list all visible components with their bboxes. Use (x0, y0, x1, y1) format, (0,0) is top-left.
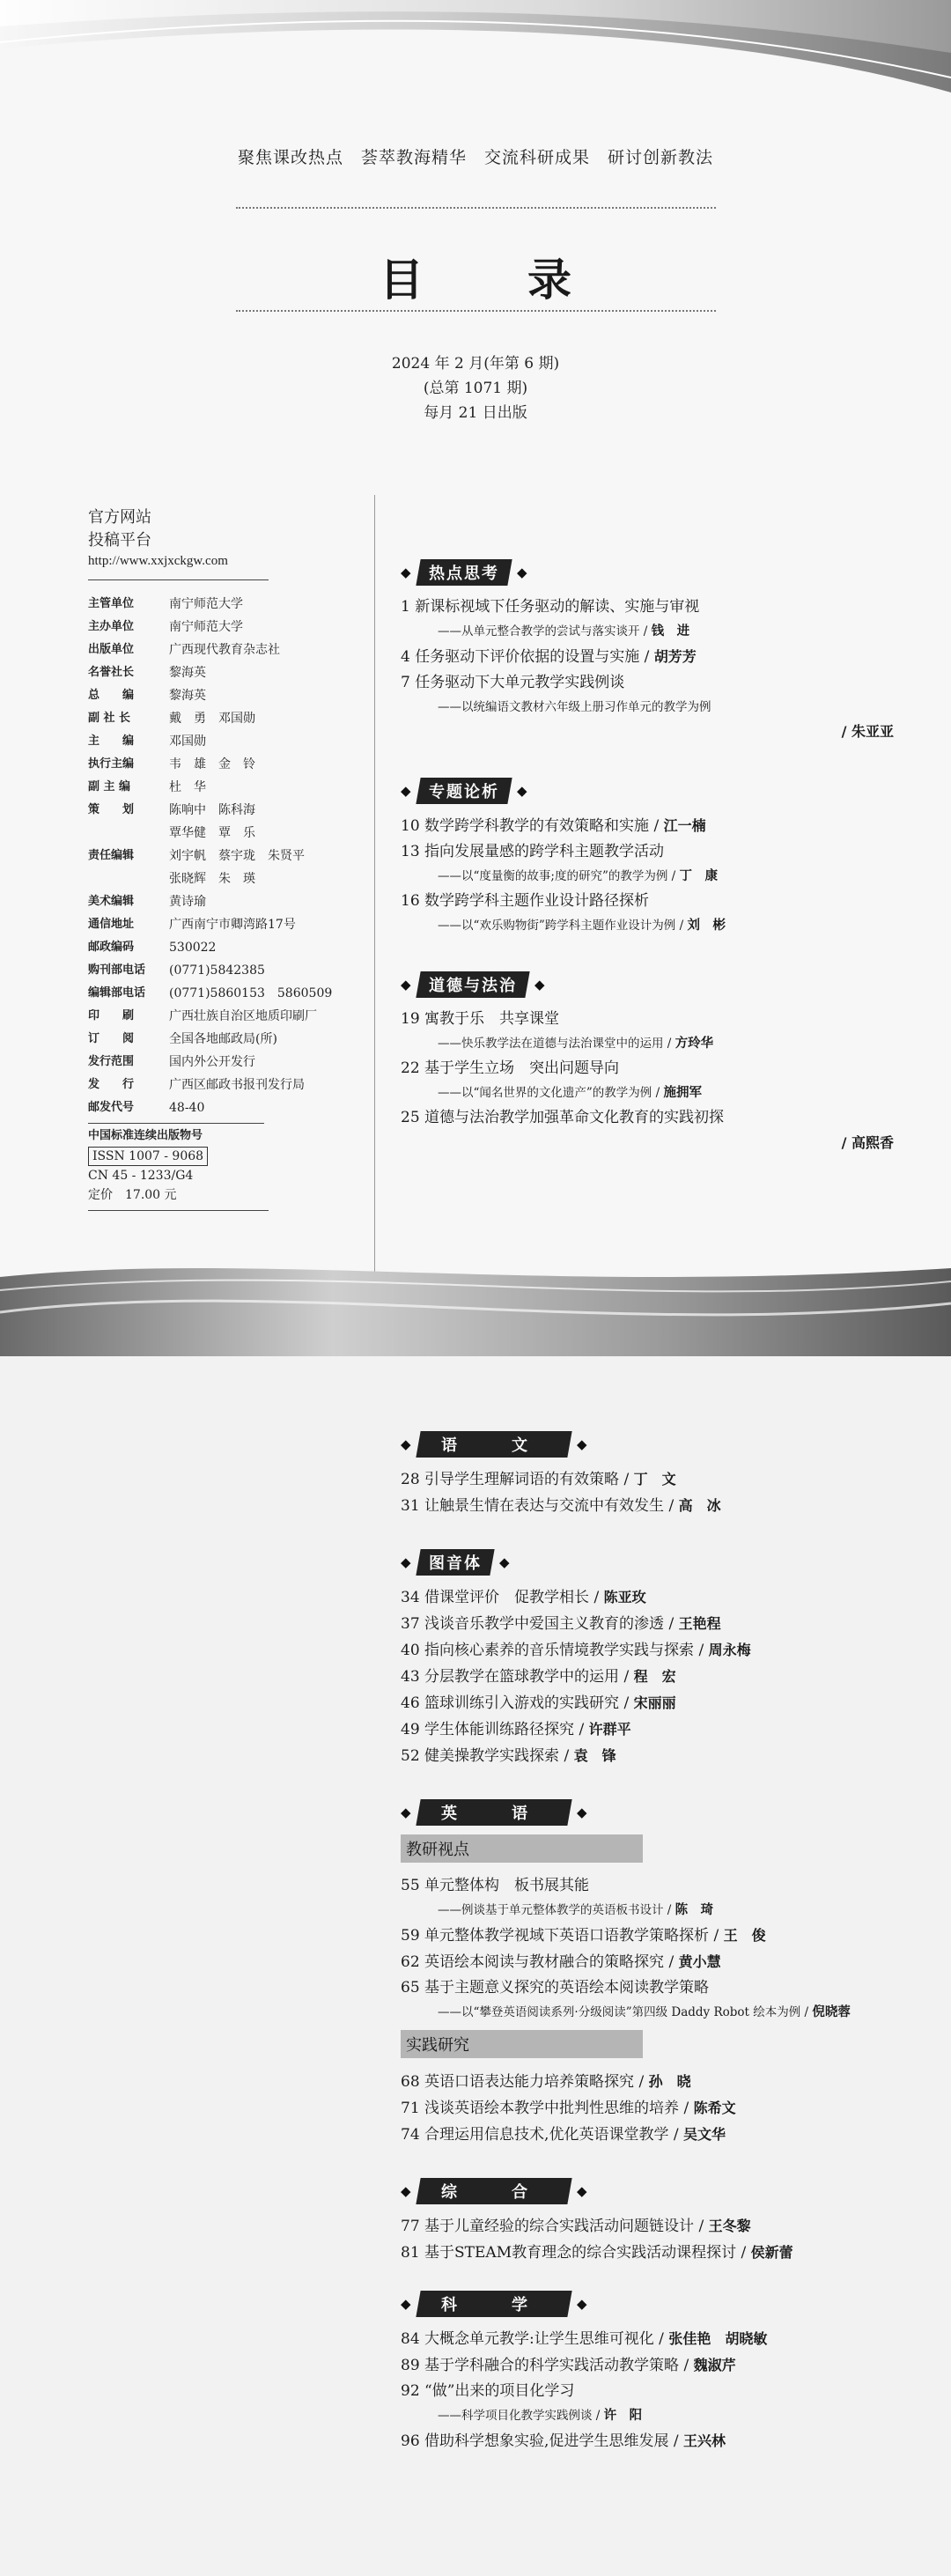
section-header (401, 559, 920, 586)
toc-entry-title: 84 大概念单元教学:让学生思维可视化 / (401, 2330, 669, 2348)
toc-entry-title: 43 分层教学在篮球教学中的运用 / (401, 1668, 634, 1686)
section-label (416, 559, 512, 586)
subsection-label: 实践研究 (401, 2030, 643, 2058)
masthead-value: 南宁师范大学 (169, 597, 243, 611)
masthead-value: 黎海英 (169, 666, 206, 680)
serial-number-title: 中国标准连续出版物号 (88, 1129, 203, 1142)
masthead-row (88, 959, 370, 982)
toc-entry-author: 钱 进 (651, 624, 690, 638)
header-swoosh-graphic (0, 0, 951, 106)
toc-entry (401, 1873, 920, 1899)
toc-entry-author: 陈希文 (693, 2100, 736, 2116)
column-divider (374, 495, 375, 1288)
masthead-row (88, 684, 370, 707)
toc-subtitle-text: ——科学项目化教学实践例谈 (438, 2409, 593, 2423)
toc-entry-title: 13 指向发展量感的跨学科主题教学活动 (401, 843, 665, 860)
toc-subtitle-text: ——以“闻名世界的文化遗产”的教学为例 (438, 1086, 652, 1100)
masthead-row (88, 776, 370, 799)
toc-entry-title: 16 数学跨学科主题作业设计路径探析 (401, 892, 650, 910)
toc-entry-author: 许 阳 (603, 2409, 643, 2423)
toc-subtitle-text: ——以“攀登英语阅读系列·分级阅读”第四级 Daddy Robot 绘本为例 (438, 2005, 801, 2019)
masthead-row (88, 707, 370, 730)
toc-entry-title: 7 任务驱动下大单元教学实践例谈 (401, 674, 625, 691)
toc-entry (401, 644, 920, 670)
toc-entry-title: 19 寓教于乐 共享课堂 (401, 1010, 560, 1028)
toc-entry-author: 袁 锋 (573, 1747, 616, 1764)
section-label (416, 778, 512, 804)
toc-entry (401, 813, 920, 839)
toc-entry-title: 28 引导学生理解词语的有效策略 / (401, 1471, 634, 1488)
toc-subtitle-text: ——从单元整合教学的尝试与落实谈开 (438, 624, 640, 638)
toc-entry-title: 31 让触景生情在表达与交流中有效发生 / (401, 1497, 679, 1515)
section-label (416, 2178, 571, 2204)
masthead-row (88, 1096, 370, 1119)
masthead-key: 编辑部电话 (88, 986, 146, 1000)
masthead-key: 出版单位 (88, 643, 135, 656)
masthead-value: 韦 雄 金 铃 (169, 757, 255, 771)
section-header (401, 971, 920, 998)
toc-entry-title: 10 数学跨学科教学的有效策略和实施 / (401, 817, 664, 835)
toc-subtitle-text: ——例谈基于单元整体教学的英语板书设计 (438, 1903, 664, 1917)
toc-entry-author: 施拥军 (663, 1086, 702, 1100)
divider (236, 310, 716, 312)
diamond-icon: ◆ (577, 2296, 587, 2312)
masthead-key: 主管单位 (88, 597, 135, 610)
section-header (401, 2178, 920, 2204)
issue-schedule: 每月 21 日出版 (424, 404, 527, 422)
section-label (416, 1799, 571, 1826)
masthead-key: 订 阅 (88, 1032, 135, 1045)
toc-entry (401, 1584, 920, 1611)
toc-entry-author: 陈亚玫 (603, 1589, 646, 1605)
toc-entry-title: 62 英语绘本阅读与教材融合的策略探究 / (401, 1953, 679, 1971)
masthead-row (88, 890, 370, 913)
diamond-icon: ◆ (577, 1805, 587, 1820)
masthead-value: 黄诗瑜 (169, 895, 206, 909)
masthead-key: 印 刷 (88, 1009, 135, 1022)
toc-sep: / (663, 1037, 675, 1051)
masthead-key: 副 主 编 (88, 780, 131, 793)
toc-entry-subtitle (401, 1899, 920, 1923)
toc-entry (401, 1056, 920, 1081)
masthead-value: 黎海英 (169, 689, 206, 703)
toc-entry-author: 黄小慧 (678, 1953, 721, 1970)
masthead-value: 国内外公开发行 (169, 1055, 255, 1069)
toc-entry-title: 49 学生体能训练路径探究 / (401, 1721, 589, 1738)
toc-entry-title: 46 篮球训练引入游戏的实践研究 / (401, 1694, 634, 1712)
masthead-row (88, 661, 370, 684)
cn-number: CN 45 - 1233/G4 (88, 1169, 194, 1183)
toc-entry-subtitle (401, 914, 920, 938)
toc-entry (401, 1923, 920, 1949)
section-header (401, 2291, 920, 2317)
toc-entry-subtitle (401, 1032, 920, 1056)
masthead-row (88, 593, 370, 616)
masthead-key: 美术编辑 (88, 895, 135, 908)
masthead-value: 杜 华 (169, 780, 206, 794)
toc-sep: / (675, 919, 688, 933)
masthead-key: 名誉社长 (88, 666, 135, 679)
masthead-key: 策 划 (88, 803, 135, 816)
section-label-text: 热点思考 (429, 565, 499, 583)
toc-entry-author: 高 冰 (678, 1497, 721, 1514)
toc-entry (401, 1466, 920, 1493)
footer-swoosh-graphic (0, 1259, 951, 1356)
diamond-icon: ◆ (401, 1554, 411, 1570)
toc-entry-author: / 高熙香 (841, 1134, 894, 1151)
divider (236, 207, 716, 209)
price: 定价 17.00 元 (88, 1188, 177, 1202)
section-header (401, 1549, 920, 1576)
section-label (416, 2291, 571, 2317)
toc-page-2 (0, 1356, 951, 2576)
masthead-key: 执行主编 (88, 757, 135, 771)
masthead-value: 邓国勋 (169, 734, 206, 749)
masthead-key: 责任编辑 (88, 849, 135, 862)
section-label-text: 语 文 (441, 1436, 547, 1455)
masthead-key: 主 编 (88, 734, 135, 748)
diamond-icon: ◆ (534, 977, 545, 993)
section-label-text: 专题论析 (429, 783, 499, 801)
masthead-row (88, 845, 370, 867)
toc-sep: / (639, 624, 652, 638)
masthead-row (88, 616, 370, 638)
toc-entry-subtitle (401, 1081, 920, 1105)
masthead-key: 邮发代号 (88, 1101, 135, 1114)
toc-entry (401, 2122, 920, 2148)
website-label: 官方网站 (88, 508, 151, 527)
diamond-icon: ◆ (401, 2296, 411, 2312)
masthead-value: 全国各地邮政局(所) (169, 1032, 277, 1046)
toc-entry-title: 4 任务驱动下评价依据的设置与实施 / (401, 648, 654, 666)
toc-entry-title: 52 健美操教学实践探索 / (401, 1747, 574, 1765)
diamond-icon: ◆ (517, 565, 527, 580)
submission-label: 投稿平台 (88, 531, 151, 550)
masthead-value: 戴 勇 邓国勋 (169, 712, 255, 726)
website-url[interactable]: http://www.xxjxckgw.com (88, 554, 228, 568)
masthead-value: 覃华健 覃 乐 (169, 826, 255, 840)
toc-entry (401, 1690, 920, 1716)
toc-entry-title: 81 基于STEAM教育理念的综合实践活动课程探讨 / (401, 2244, 751, 2262)
toc-sep: / (592, 2409, 604, 2423)
masthead-row (88, 867, 370, 890)
toc-entry-author: 吴文华 (682, 2126, 726, 2143)
masthead-row (88, 730, 370, 753)
toc-entry (401, 889, 920, 914)
toc-entry (401, 1007, 920, 1032)
toc-entry-title: 92 “做”出来的项目化学习 (401, 2382, 575, 2400)
toc-entry-title: 71 浅谈英语绘本教学中批判性思维的培养 / (401, 2100, 694, 2117)
toc-entry-title: 59 单元整体教学视域下英语口语教学策略探析 / (401, 1927, 724, 1945)
diamond-icon: ◆ (517, 783, 527, 799)
section-label (416, 1431, 571, 1458)
toc-entry (401, 2428, 920, 2454)
masthead-key: 主办单位 (88, 620, 135, 633)
masthead-list (88, 593, 370, 1119)
toc-entry (401, 670, 920, 696)
toc-entry (401, 1664, 920, 1690)
toc-entry (401, 2240, 920, 2266)
masthead-row (88, 1028, 370, 1051)
masthead-row (88, 982, 370, 1005)
toc-subtitle-text: ——以“度量衡的故事;度的研究”的教学为例 (438, 869, 668, 883)
spacer (401, 1769, 920, 1799)
toc-entry (401, 2379, 920, 2404)
toc-entry (401, 2352, 920, 2379)
toc-entry-author: 程 宏 (633, 1668, 676, 1685)
section-label-text: 图音体 (429, 1554, 482, 1573)
masthead-row (88, 936, 370, 959)
spacer (401, 938, 920, 971)
masthead-key: 副 社 长 (88, 712, 131, 725)
spacer (401, 744, 920, 778)
toc-sep: / (667, 869, 680, 883)
masthead-row (88, 1074, 370, 1096)
toc-entry-title: 68 英语口语表达能力培养策略探究 / (401, 2073, 649, 2091)
masthead-value: 南宁师范大学 (169, 620, 243, 634)
toc-entry-author: 宋丽丽 (633, 1694, 676, 1711)
toc-entry-subtitle (401, 696, 920, 720)
toc-entry-author: 王兴林 (682, 2432, 726, 2449)
toc-entry (401, 1493, 920, 1519)
masthead-row (88, 1051, 370, 1074)
masthead-value: 广西区邮政书报刊发行局 (169, 1078, 305, 1092)
toc-entry-author: 魏淑芹 (693, 2357, 736, 2373)
masthead-key: 总 编 (88, 689, 135, 702)
toc-entry (401, 1743, 920, 1769)
masthead-key: 邮政编码 (88, 941, 135, 954)
section-label-text: 综 合 (441, 2183, 547, 2202)
toc-entry-author: 方玲华 (675, 1037, 714, 1051)
toc-entry (401, 1949, 920, 1975)
toc-entry-author: 王冬黎 (708, 2218, 751, 2234)
masthead-row (88, 799, 370, 822)
divider (88, 1210, 269, 1211)
toc-entry-author: 周永梅 (708, 1642, 751, 1658)
spacer (401, 2266, 920, 2291)
masthead-row (88, 638, 370, 661)
masthead-key: 发 行 (88, 1078, 135, 1091)
masthead-row (88, 1005, 370, 1028)
diamond-icon: ◆ (401, 565, 411, 580)
section-label-text: 科 学 (441, 2296, 547, 2314)
toc-entry (401, 839, 920, 865)
diamond-icon: ◆ (401, 1805, 411, 1820)
section-label-text: 道德与法治 (429, 977, 517, 995)
toc-entry-subtitle (401, 620, 920, 644)
toc-entry-title: 22 基于学生立场 突出问题导向 (401, 1059, 620, 1077)
masthead-key: 发行范围 (88, 1055, 135, 1068)
toc-entry-title: 89 基于学科融合的科学实践活动教学策略 / (401, 2357, 694, 2374)
issue-date: 2024 年 2 月(年第 6 期) (391, 355, 560, 373)
toc-entry-title: 25 道德与法治教学加强革命文化教育的实践初探 (401, 1109, 725, 1126)
toc-entry (401, 1975, 920, 2001)
toc-entry (401, 1105, 920, 1131)
toc-entry-title: 74 合理运用信息技术,优化英语课堂教学 / (401, 2126, 683, 2144)
masthead-value: (0771)5860153 5860509 (169, 986, 333, 1000)
toc-column-page1 (401, 559, 920, 1155)
divider (88, 1123, 264, 1124)
spacer (401, 1519, 920, 1549)
toc-entry (401, 1716, 920, 1743)
masthead-value: (0771)5842385 (169, 963, 265, 978)
slogan: 聚焦课改热点 荟萃教海精华 交流科研成果 研讨创新教法 (237, 148, 713, 167)
toc-entry-title: 65 基于主题意义探究的英语绘本阅读教学策略 (401, 1979, 710, 1997)
toc-entry-author: 胡芳芳 (653, 648, 697, 665)
toc-subtitle-text: ——以“欢乐购物街”跨学科主题作业设计为例 (438, 919, 676, 933)
toc-entry (401, 2326, 920, 2352)
toc-entry-author: 许群平 (588, 1721, 631, 1738)
toc-entry-title: 1 新课标视域下任务驱动的解读、实施与审视 (401, 598, 700, 616)
page-title: 目 录 (380, 255, 601, 306)
issue-total: (总第 1071 期) (423, 380, 528, 397)
toc-entry-author: 王艳程 (678, 1615, 721, 1632)
toc-entry-author: 江一楠 (663, 817, 706, 834)
masthead-row (88, 822, 370, 845)
masthead-value: 张晓辉 朱 瑛 (169, 872, 255, 886)
masthead-key: 通信地址 (88, 918, 135, 931)
toc-entry-author: 孙 晓 (648, 2073, 691, 2090)
masthead-value: 48-40 (169, 1101, 205, 1115)
diamond-icon: ◆ (401, 977, 411, 993)
masthead-value: 陈响中 陈科海 (169, 803, 255, 817)
toc-subtitle-text: ——以统编语文教材六年级上册习作单元的教学为例 (438, 700, 711, 714)
masthead-value: 广西壮族自治区地质印刷厂 (169, 1009, 317, 1023)
diamond-icon: ◆ (577, 1436, 587, 1452)
toc-column-page2 (401, 1431, 920, 2454)
masthead-key: 购刊部电话 (88, 963, 146, 977)
toc-entry-subtitle (401, 865, 920, 889)
toc-entry (401, 2213, 920, 2240)
masthead-row (88, 913, 370, 936)
toc-sep: / (663, 1903, 675, 1917)
toc-entry-subtitle (401, 2404, 920, 2428)
diamond-icon: ◆ (499, 1554, 510, 1570)
toc-entry (401, 1611, 920, 1637)
section-label-text: 英 语 (441, 1805, 547, 1823)
toc-sep: / (652, 1086, 664, 1100)
toc-entry (401, 1637, 920, 1664)
toc-sep: / (800, 2005, 813, 2019)
toc-entry-author: 倪晓蓉 (812, 2005, 851, 2019)
masthead-value: 广西现代教育杂志社 (169, 643, 280, 657)
masthead-value: 刘宇帆 蔡宇珑 朱贤平 (169, 849, 305, 863)
toc-entry-author: 王 俊 (723, 1927, 766, 1944)
toc-entry-subtitle (401, 2001, 920, 2025)
toc-entry-title: 40 指向核心素养的音乐情境教学实践与探索 / (401, 1642, 709, 1659)
spacer (401, 2148, 920, 2178)
subsection-label: 教研视点 (401, 1834, 643, 1863)
toc-entry (401, 594, 920, 620)
toc-entry-author: 丁 康 (679, 869, 718, 883)
diamond-icon: ◆ (401, 2183, 411, 2199)
masthead-value: 广西南宁市卿湾路17号 (169, 918, 296, 932)
toc-entry-author: 侯新蕾 (750, 2244, 793, 2261)
toc-entry-author: 陈 琦 (675, 1903, 714, 1917)
section-label (416, 971, 529, 998)
divider (88, 579, 269, 580)
toc-entry-title: 37 浅谈音乐教学中爱国主义教育的渗透 / (401, 1615, 679, 1633)
section-header (401, 1799, 920, 1826)
section-label (416, 1549, 494, 1576)
toc-entry (401, 2069, 920, 2095)
section-header (401, 778, 920, 804)
toc-entry (401, 2095, 920, 2122)
toc-entry-author: 张佳艳 胡晓敏 (668, 2330, 768, 2347)
diamond-icon: ◆ (401, 783, 411, 799)
masthead-row (88, 753, 370, 776)
toc-entry-author: / 朱亚亚 (841, 723, 894, 740)
toc-entry-title: 77 基于儿童经验的综合实践活动问题链设计 / (401, 2218, 709, 2235)
toc-entry-title: 55 单元整体构 板书展其能 (401, 1877, 590, 1894)
issn: ISSN 1007 - 9068 (88, 1147, 208, 1166)
masthead-value: 530022 (169, 941, 217, 955)
section-header (401, 1431, 920, 1458)
toc-entry-author: 刘 彬 (687, 919, 726, 933)
toc-entry-title: 96 借助科学想象实验,促进学生思维发展 / (401, 2432, 683, 2450)
masthead-sidebar (88, 506, 370, 1211)
toc-subtitle-text: ——快乐教学法在道德与法治课堂中的运用 (438, 1037, 664, 1051)
diamond-icon: ◆ (401, 1436, 411, 1452)
toc-entry-author: 丁 文 (633, 1471, 676, 1487)
diamond-icon: ◆ (577, 2183, 587, 2199)
toc-entry-title: 34 借课堂评价 促教学相长 / (401, 1589, 604, 1606)
